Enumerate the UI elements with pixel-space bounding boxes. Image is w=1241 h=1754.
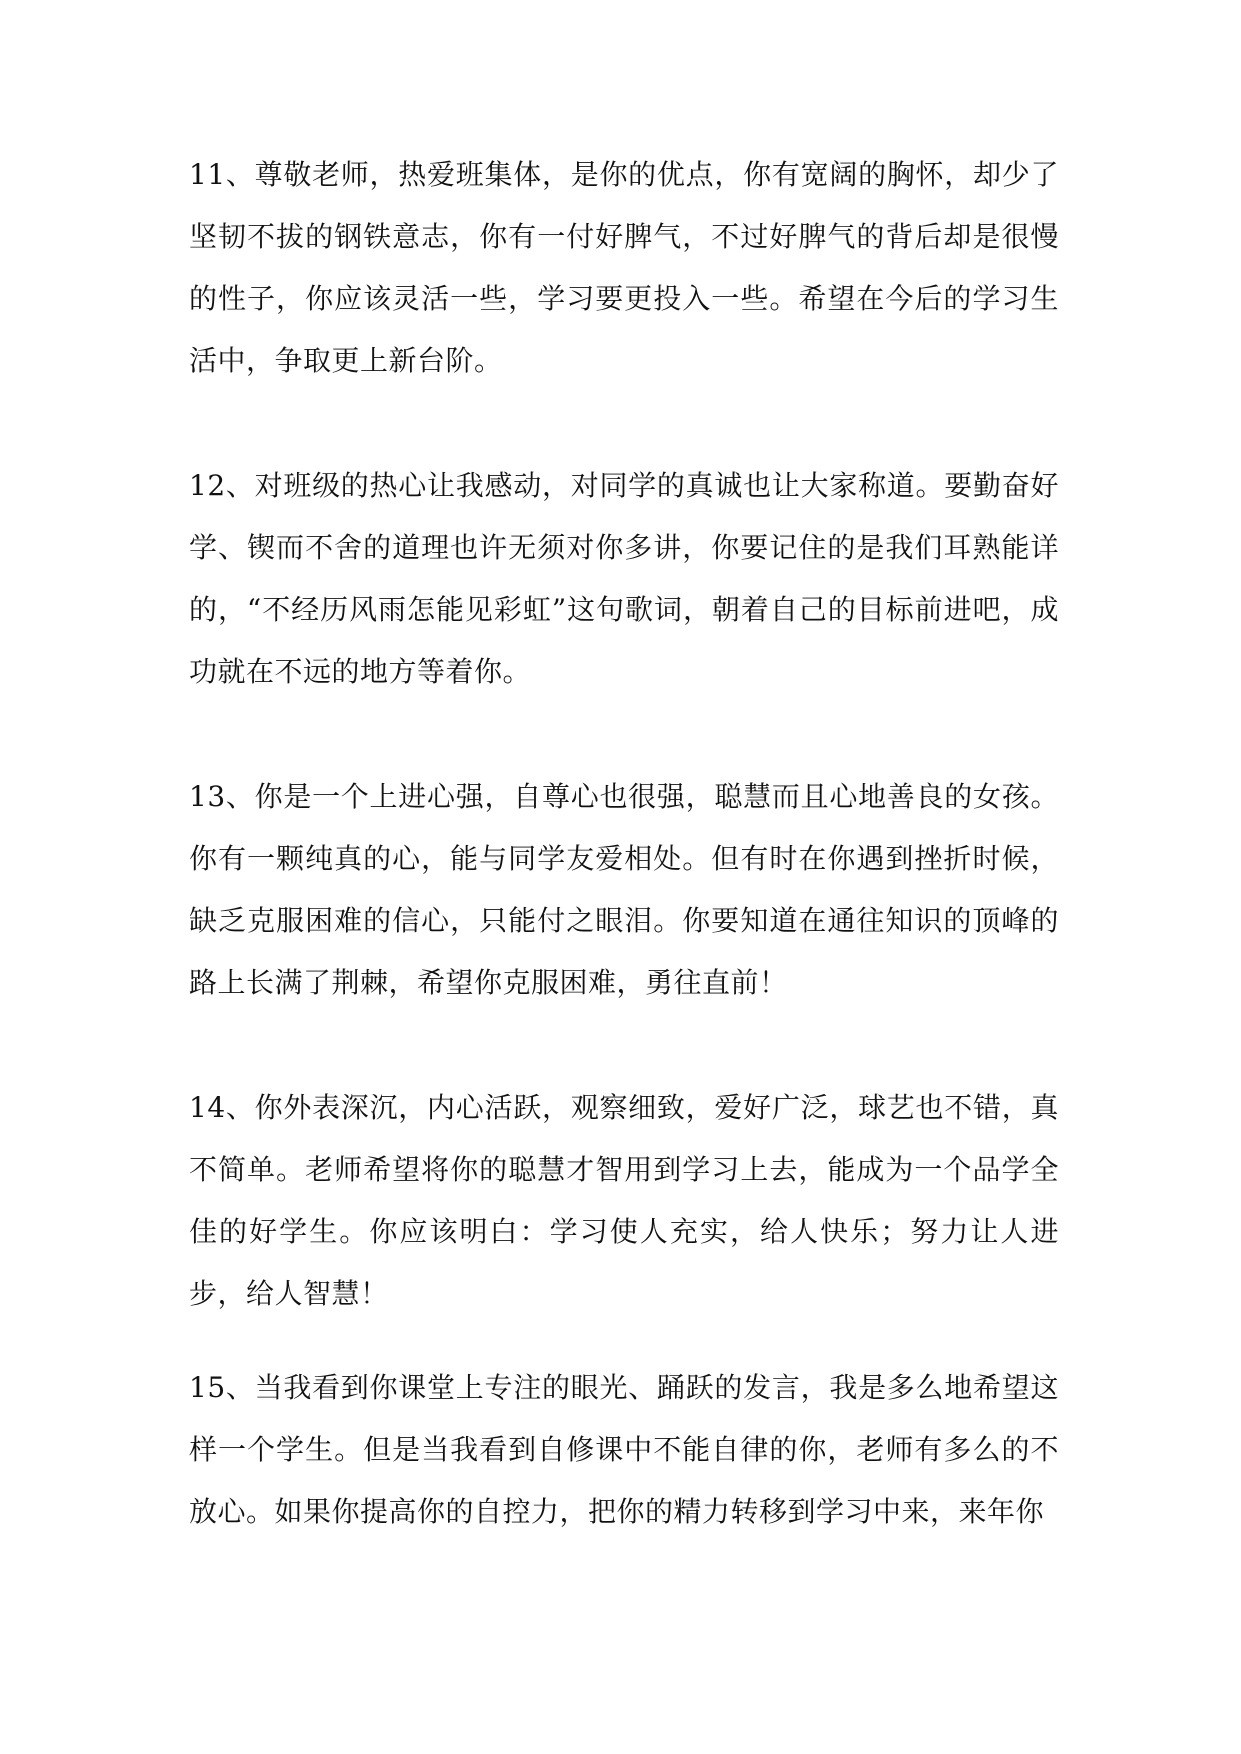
paragraph-15: 15、当我看到你课堂上专注的眼光、踊跃的发言，我是多么地希望这样一个学生。但是当我看到自修课中不能自律的你，老师有多么的不放心。如果你提高你的自控力，把你的精力转移到学习中来，来年你 (189, 1371, 1059, 1528)
paragraph-14: 14、你外表深沉，内心活跃，观察细致，爱好广泛，球艺也不错，真不简单。老师希望将你的聪慧才智用到学习上去，能成为一个品学全佳的好学生。你应该明白：学习使人充实，给人快乐；努力让人进步，给人智慧！ (189, 1091, 1059, 1310)
document-body (189, 144, 1059, 1543)
paragraph-13: 13、你是一个上进心强，自尊心也很强，聪慧而且心地善良的女孩。你有一颗纯真的心，能与同学友爱相处。但有时在你遇到挫折时候，缺乏克服困难的信心，只能付之眼泪。你要知道在通往知识的顶峰的路上长满了荆棘，希望你克服困难，勇往直前！ (189, 780, 1059, 999)
paragraph-11: 11、尊敬老师，热爱班集体，是你的优点，你有宽阔的胸怀，却少了坚韧不拔的钢铁意志，你有一付好脾气，不过好脾气的背后却是很慢的性子，你应该灵活一些，学习要更投入一些。希望在今后的学习生活中，争取更上新台阶。 (189, 158, 1059, 377)
paragraph-12: 12、对班级的热心让我感动，对同学的真诚也让大家称道。要勤奋好学、锲而不舍的道理也许无须对你多讲，你要记住的是我们耳熟能详的，“不经历风雨怎能见彩虹”这句歌词，朝着自己的目标前进吧，成功就在不远的地方等着你。 (189, 469, 1059, 688)
